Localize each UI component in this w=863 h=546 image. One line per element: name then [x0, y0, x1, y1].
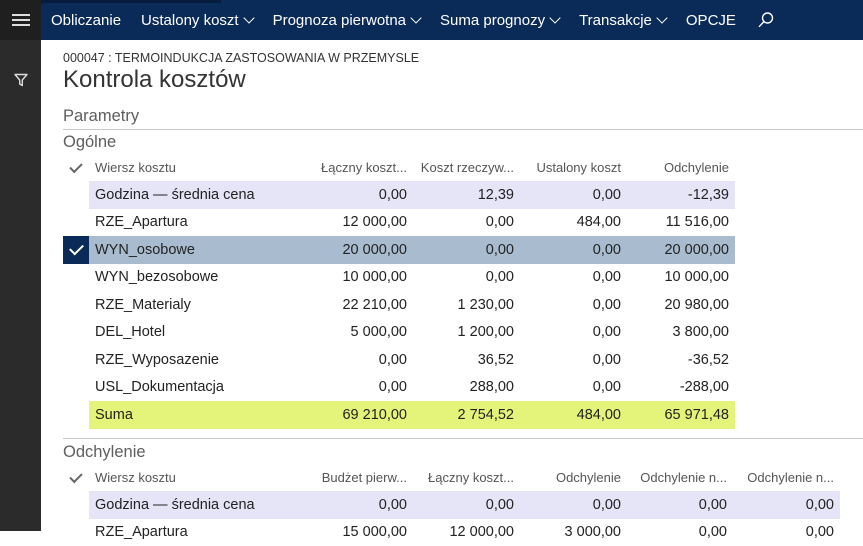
main-content	[41, 40, 863, 531]
amount-cell: 11 516,00	[627, 209, 735, 237]
search-icon	[757, 11, 775, 29]
cost-line-name: DEL_Hotel	[89, 319, 307, 347]
action-pane-accent	[41, 0, 221, 3]
row-select-checkbox[interactable]	[63, 519, 89, 546]
row-select-checkbox[interactable]	[63, 374, 89, 402]
cost-line-name: RZE_Apartura	[89, 519, 307, 546]
table-row[interactable]	[63, 319, 735, 347]
action-pane	[41, 0, 863, 40]
column-header[interactable]: Koszt rzeczyw...	[413, 154, 520, 181]
cost-line-name: WYN_osobowe	[89, 236, 307, 264]
amount-cell: 484,00	[520, 401, 627, 429]
total-row[interactable]	[63, 401, 735, 429]
checkmark-icon	[69, 469, 82, 482]
checkmark-icon	[69, 241, 84, 256]
amount-cell: -288,00	[627, 374, 735, 402]
table-row[interactable]	[63, 491, 840, 519]
amount-cell: 12 000,00	[413, 519, 520, 546]
column-header[interactable]: Budżet pierw...	[307, 464, 413, 491]
table-row[interactable]	[63, 209, 735, 237]
filter-button[interactable]	[0, 60, 41, 100]
cost-line-name: Godzina — średnia cena	[89, 491, 307, 519]
amount-cell: 1 230,00	[413, 291, 520, 319]
row-select-checkbox[interactable]	[63, 319, 89, 347]
amount-cell: 36,52	[413, 346, 520, 374]
row-select-checkbox[interactable]	[63, 181, 89, 209]
row-select-checkbox[interactable]	[63, 346, 89, 374]
amount-cell: 0,00	[307, 491, 413, 519]
amount-cell: 0,00	[413, 209, 520, 237]
chevron-down-icon	[549, 12, 560, 23]
amount-cell: 0,00	[733, 491, 840, 519]
amount-cell: 0,00	[520, 374, 627, 402]
amount-cell: 0,00	[307, 374, 413, 402]
amount-cell: 2 754,52	[413, 401, 520, 429]
cost-line-name: RZE_Wyposazenie	[89, 346, 307, 374]
amount-cell: 484,00	[520, 209, 627, 237]
parametry-section-header[interactable]: Parametry	[63, 107, 139, 126]
nav-item-suma-prognozy[interactable]	[430, 0, 569, 40]
navigation-menu-button[interactable]	[0, 0, 41, 40]
nav-item-ustalony-koszt[interactable]	[131, 0, 263, 40]
amount-cell: 0,00	[307, 181, 413, 209]
amount-cell: 12,39	[413, 181, 520, 209]
amount-cell: 0,00	[520, 291, 627, 319]
column-header[interactable]: Ustalony koszt	[520, 154, 627, 181]
table-row[interactable]	[63, 519, 840, 546]
table-row[interactable]	[63, 236, 735, 264]
row-select-checkbox[interactable]	[63, 236, 89, 264]
cost-line-name: USL_Dokumentacja	[89, 374, 307, 402]
action-menu	[41, 0, 786, 40]
nav-item-transakcje[interactable]	[569, 0, 676, 40]
amount-cell: 0,00	[413, 491, 520, 519]
row-select-checkbox[interactable]	[63, 491, 89, 519]
row-select-checkbox[interactable]	[63, 401, 89, 429]
search-button[interactable]	[746, 0, 786, 40]
nav-item-prognoza-pierwotna[interactable]	[263, 0, 430, 40]
section-divider	[63, 129, 863, 130]
cost-line-name: RZE_Apartura	[89, 209, 307, 237]
amount-cell: 20 000,00	[627, 236, 735, 264]
amount-cell: 0,00	[520, 264, 627, 292]
column-header[interactable]: Łączny koszt...	[413, 464, 520, 491]
amount-cell: 0,00	[520, 346, 627, 374]
nav-item-label: Suma prognozy	[440, 12, 545, 29]
column-header[interactable]: Odchylenie	[627, 154, 735, 181]
column-header[interactable]: Odchylenie	[520, 464, 627, 491]
amount-cell: -12,39	[627, 181, 735, 209]
nav-item-opcje[interactable]	[676, 0, 746, 40]
row-select-checkbox[interactable]	[63, 291, 89, 319]
column-header[interactable]: Łączny koszt...	[307, 154, 413, 181]
column-header[interactable]: Odchylenie n...	[733, 464, 840, 491]
amount-cell: 0,00	[627, 491, 733, 519]
amount-cell: 0,00	[733, 519, 840, 546]
amount-cell: 5 000,00	[307, 319, 413, 347]
cost-line-name: Godzina — średnia cena	[89, 181, 307, 209]
amount-cell: 0,00	[307, 346, 413, 374]
row-select-checkbox[interactable]	[63, 209, 89, 237]
funnel-icon	[14, 73, 28, 87]
amount-cell: 10 000,00	[307, 264, 413, 292]
nav-item-label: Obliczanie	[51, 12, 121, 29]
amount-cell: 20 000,00	[307, 236, 413, 264]
amount-cell: 0,00	[520, 236, 627, 264]
table-row[interactable]	[63, 181, 735, 209]
table-row[interactable]	[63, 291, 735, 319]
page-title: Kontrola kosztów	[63, 66, 246, 94]
chevron-down-icon	[410, 12, 421, 23]
column-header[interactable]: Odchylenie n...	[627, 464, 733, 491]
checkmark-icon	[69, 159, 82, 172]
amount-cell: -36,52	[627, 346, 735, 374]
amount-cell: 20 980,00	[627, 291, 735, 319]
amount-cell: 10 000,00	[627, 264, 735, 292]
amount-cell: 3 000,00	[520, 519, 627, 546]
table-row[interactable]	[63, 374, 735, 402]
cost-line-name: WYN_bezosobowe	[89, 264, 307, 292]
nav-item-obliczanie[interactable]	[41, 0, 131, 40]
chevron-down-icon	[243, 12, 254, 23]
odchylenie-section-header[interactable]: Odchylenie	[63, 443, 146, 462]
amount-cell: 15 000,00	[307, 519, 413, 546]
nav-item-label: Ustalony koszt	[141, 12, 239, 29]
section-divider	[63, 438, 863, 439]
amount-cell: 0,00	[413, 264, 520, 292]
column-header[interactable]: Wiersz kosztu	[89, 154, 307, 181]
cost-line-name: Suma	[89, 401, 307, 429]
record-identifier: 000047 : TERMOINDUKCJA ZASTOSOWANIA W PRZEMYSLE	[63, 51, 419, 65]
grid-header-row	[63, 154, 735, 181]
ogolne-section-header[interactable]: Ogólne	[63, 133, 116, 152]
amount-cell: 0,00	[627, 519, 733, 546]
row-select-checkbox[interactable]	[63, 264, 89, 292]
chevron-down-icon	[656, 12, 667, 23]
amount-cell: 0,00	[520, 319, 627, 347]
nav-item-label: Prognoza pierwotna	[273, 12, 406, 29]
grid-header-row	[63, 464, 840, 491]
table-row[interactable]	[63, 264, 735, 292]
amount-cell: 3 800,00	[627, 319, 735, 347]
select-all-checkbox[interactable]	[63, 464, 89, 491]
nav-item-label: OPCJE	[686, 12, 736, 29]
amount-cell: 0,00	[520, 181, 627, 209]
amount-cell: 0,00	[413, 236, 520, 264]
amount-cell: 22 210,00	[307, 291, 413, 319]
amount-cell: 65 971,48	[627, 401, 735, 429]
nav-item-label: Transakcje	[579, 12, 652, 29]
amount-cell: 69 210,00	[307, 401, 413, 429]
column-header[interactable]: Wiersz kosztu	[89, 464, 307, 491]
cost-line-name: RZE_Materialy	[89, 291, 307, 319]
hamburger-icon	[12, 14, 30, 26]
select-all-checkbox[interactable]	[63, 154, 89, 181]
amount-cell: 1 200,00	[413, 319, 520, 347]
left-rail	[0, 0, 41, 531]
amount-cell: 0,00	[520, 491, 627, 519]
amount-cell: 288,00	[413, 374, 520, 402]
table-row[interactable]	[63, 346, 735, 374]
amount-cell: 12 000,00	[307, 209, 413, 237]
